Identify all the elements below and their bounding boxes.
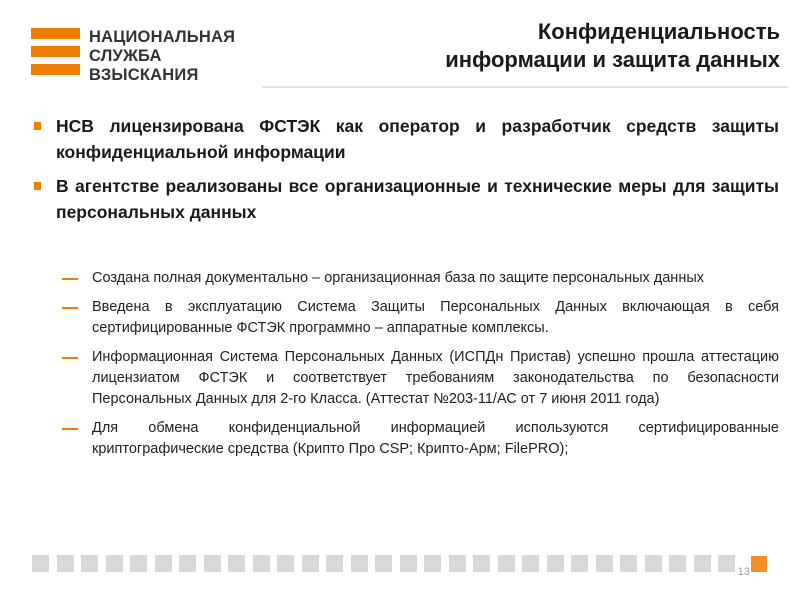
bullet-item	[34, 173, 779, 225]
title-divider	[262, 86, 788, 88]
page-number: 13	[737, 566, 750, 578]
logo-mark-icon	[31, 28, 80, 82]
dash-icon	[62, 307, 78, 309]
footer-square	[253, 555, 270, 572]
dash-icon	[62, 428, 78, 430]
footer-square	[694, 555, 711, 572]
dash-icon	[62, 357, 78, 359]
sub-item-text: Создана полная документально – организационная база по защите персональных данных	[92, 270, 704, 286]
footer-square	[424, 555, 441, 572]
footer-square	[596, 555, 613, 572]
sub-item	[62, 268, 779, 289]
sub-item	[62, 347, 779, 410]
footer-square	[32, 555, 49, 572]
footer-square	[449, 555, 466, 572]
footer-square	[498, 555, 515, 572]
footer-square	[228, 555, 245, 572]
footer-square	[571, 555, 588, 572]
logo	[31, 28, 271, 88]
sub-item-text: Введена в эксплуатацию Система Защиты Персональных Данных включающая в себя сертифицированные ФСТЭК программно – аппаратные комплексы.	[92, 299, 779, 336]
logo-line-2: СЛУЖБА	[89, 47, 162, 65]
footer-square	[400, 555, 417, 572]
footer-square	[302, 555, 319, 572]
logo-text	[89, 28, 235, 85]
footer-square	[155, 555, 172, 572]
sub-list	[62, 268, 779, 468]
logo-line-1: НАЦИОНАЛЬНАЯ	[89, 28, 236, 46]
page-title	[300, 18, 780, 74]
bullet-item	[34, 113, 779, 165]
footer-squares	[32, 555, 772, 577]
bullet-text: В агентстве реализованы все организационные и технические меры для защиты персональных данных	[56, 176, 779, 222]
footer-square	[547, 555, 564, 572]
title-line-1: Конфиденциальность	[537, 19, 780, 44]
footer-square	[130, 555, 147, 572]
sub-item	[62, 297, 779, 339]
footer-square	[669, 555, 686, 572]
footer-square	[351, 555, 368, 572]
footer-square	[718, 555, 735, 572]
footer-square	[277, 555, 294, 572]
footer-square	[645, 555, 662, 572]
footer-square	[620, 555, 637, 572]
footer-square	[473, 555, 490, 572]
footer-square	[57, 555, 74, 572]
footer-accent-square	[751, 556, 767, 572]
title-line-2: информации и защита данных	[445, 47, 780, 72]
sub-item	[62, 418, 779, 460]
footer-square	[326, 555, 343, 572]
sub-item-text: Для обмена конфиденциальной информацией используются сертифицированные криптографические средства (Крипто Про CSP; Крипто-Арм; FilePRO);	[92, 420, 779, 457]
footer-square	[106, 555, 123, 572]
footer-square	[179, 555, 196, 572]
main-bullets	[34, 113, 779, 233]
bullet-text: НСВ лицензирована ФСТЭК как оператор и разработчик средств защиты конфиденциальной информации	[56, 116, 779, 162]
logo-line-3: ВЗЫСКАНИЯ	[89, 66, 199, 84]
footer-square	[522, 555, 539, 572]
bullet-square-icon	[34, 182, 41, 190]
footer-square	[81, 555, 98, 572]
sub-item-text: Информационная Система Персональных Данных (ИСПДн Пристав) успешно прошла аттестацию лицензиатом ФСТЭК и соответствует требованиям законодательства по безопасности Персональных Данных для 2-го Класса. (Аттестат №203-11/АС от 7 июня 2011 года)	[92, 349, 779, 407]
footer-square	[204, 555, 221, 572]
footer-square	[375, 555, 392, 572]
bullet-square-icon	[34, 122, 41, 130]
dash-icon	[62, 278, 78, 280]
